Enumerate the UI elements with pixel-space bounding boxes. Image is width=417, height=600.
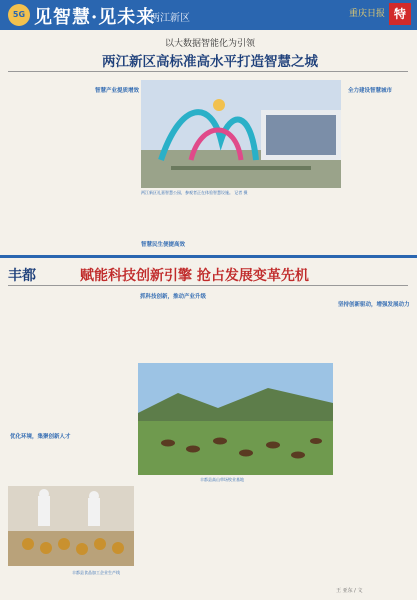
factory-illustration	[8, 486, 134, 566]
story1-subhead-1: 智慧产业提质增效	[95, 88, 140, 94]
pasture-illustration	[138, 363, 333, 475]
section-divider	[0, 255, 417, 258]
story2-column-7	[338, 292, 410, 584]
logo-badge: 5G	[8, 4, 30, 26]
story2-column-5	[208, 482, 272, 594]
paper-name: 重庆日报	[348, 9, 385, 19]
story1-column-2	[72, 78, 136, 248]
photo3-caption: 丰都县食品加工企业生产线	[72, 570, 120, 575]
pasture-photo	[138, 363, 333, 475]
section-subtitle: 两江新区	[150, 13, 190, 24]
story2-rule	[8, 285, 408, 286]
story2-column-3	[140, 292, 332, 358]
story1-column-5	[345, 40, 409, 250]
header-band	[0, 0, 417, 30]
story1-subhead-3: 全力建设智慧城市	[348, 88, 393, 94]
story2-headline: 赋能科技创新引擎 抢占发展变革先机	[80, 268, 309, 284]
story2-column-1	[8, 292, 70, 482]
section-title: 见智慧·见未来	[34, 7, 156, 28]
smart-park-illustration	[141, 80, 341, 188]
story2-location: 丰都	[8, 268, 36, 284]
story1-subhead-2: 智慧民生便捷高效	[141, 242, 186, 248]
photo1-caption: 两江新区礼嘉智慧公园，参观者正在体验智慧设施。 记者 摄	[141, 190, 248, 195]
story2-column-2	[74, 292, 136, 482]
special-badge: 特	[389, 3, 411, 25]
byline: 王 亚东 / 文	[336, 588, 363, 594]
story2-subhead-2: 优化环境，集聚创新人才	[10, 434, 71, 440]
story2-subhead-3: 坚持创新驱动，增强发展动力	[338, 302, 410, 308]
story1-column-1	[8, 78, 68, 248]
story2-column-6	[276, 482, 334, 594]
photo2-caption: 丰都县高山草场牧业基地	[200, 477, 244, 482]
food-factory-photo	[8, 486, 134, 566]
story2-column-4	[140, 482, 204, 594]
story1-column-4	[210, 198, 341, 250]
story2-subhead-1: 抓科技创新，推动产业升级	[140, 294, 207, 300]
story1-headline: 两江新区高标准高水平打造智慧之城	[102, 54, 318, 70]
smart-park-photo	[141, 80, 341, 188]
story1-kicker: 以大数据智能化为引领	[164, 39, 255, 49]
